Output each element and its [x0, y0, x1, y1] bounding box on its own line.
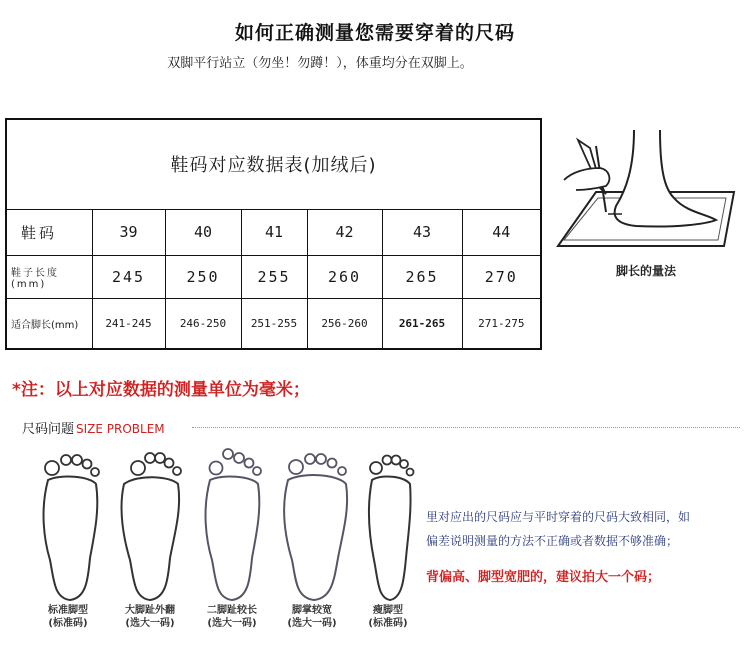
cell-value: 261-265 [382, 298, 462, 349]
cell-value: 271-275 [462, 298, 541, 349]
cell-value: 260 [307, 255, 382, 298]
foot-label [28, 604, 108, 630]
slim-foot-icon [350, 440, 430, 610]
row-label: 适合脚长(mm) [6, 298, 92, 349]
standard-foot-icon [30, 440, 110, 610]
size-problem-title [22, 418, 165, 437]
page-subtitle: 双脚平行站立（勿坐！勿蹲！），体重均分在双脚上。 [167, 56, 473, 71]
cell-value: 41 [241, 209, 307, 255]
row-label: 鞋码 [6, 209, 92, 255]
divider [192, 427, 740, 428]
foot-label-line2: (标准码) [368, 618, 408, 629]
size-problem-title-en: SIZE PROBLEM [76, 422, 165, 436]
long-second-toe-foot-icon [194, 440, 274, 610]
measure-caption: 脚长的量法 [616, 264, 677, 278]
cell-value: 250 [165, 255, 241, 298]
foot-label-line1: 瘦脚型 [373, 605, 403, 616]
table-title: 鞋码对应数据表(加绒后) [6, 119, 541, 209]
table-row-shoe-length [6, 255, 541, 298]
foot-label-line1: 二脚趾较长 [207, 605, 257, 616]
foot-label-line2: (选大一码) [287, 618, 337, 629]
foot-label [348, 604, 428, 630]
foot-label-line1: 大脚趾外翻 [125, 605, 175, 616]
explain-line-1: 里对应出的尺码应与平时穿着的尺码大致相同，如 [426, 510, 691, 524]
foot-label-line1: 脚掌较宽 [292, 605, 332, 616]
foot-label [192, 604, 272, 630]
cell-value: 251-255 [241, 298, 307, 349]
table-row-shoe-size [6, 209, 541, 255]
wide-foot-icon [276, 440, 356, 610]
cell-value: 40 [165, 209, 241, 255]
cell-value: 43 [382, 209, 462, 255]
bunion-foot-icon [112, 440, 192, 610]
cell-value: 255 [241, 255, 307, 298]
cell-value: 245 [92, 255, 165, 298]
page-title: 如何正确测量您需要穿着的尺码 [234, 22, 515, 44]
foot-label-line2: (标准码) [48, 618, 88, 629]
foot-measure-icon [556, 128, 742, 278]
foot-label [110, 604, 190, 630]
unit-note: *注：以上对应数据的测量单位为毫米； [12, 380, 310, 400]
cell-value: 265 [382, 255, 462, 298]
size-problem-title-cn: 尺码问题 [22, 422, 75, 437]
foot-label-line2: (选大一码) [207, 618, 257, 629]
table-row-foot-length [6, 298, 541, 349]
cell-value: 42 [307, 209, 382, 255]
foot-label [272, 604, 352, 630]
cell-value: 241-245 [92, 298, 165, 349]
explain-line-3: 背偏高、脚型宽肥的，建议拍大一个码； [426, 570, 661, 585]
cell-value: 270 [462, 255, 541, 298]
cell-value: 39 [92, 209, 165, 255]
cell-value: 246-250 [165, 298, 241, 349]
foot-label-line2: (选大一码) [125, 618, 175, 629]
size-chart-table [5, 118, 542, 350]
cell-value: 44 [462, 209, 541, 255]
cell-value: 256-260 [307, 298, 382, 349]
row-label: 鞋子长度(mm) [6, 255, 92, 298]
foot-label-line1: 标准脚型 [48, 605, 88, 616]
explain-line-2: 偏差说明测量的方法不正确或者数据不够准确； [426, 534, 679, 548]
